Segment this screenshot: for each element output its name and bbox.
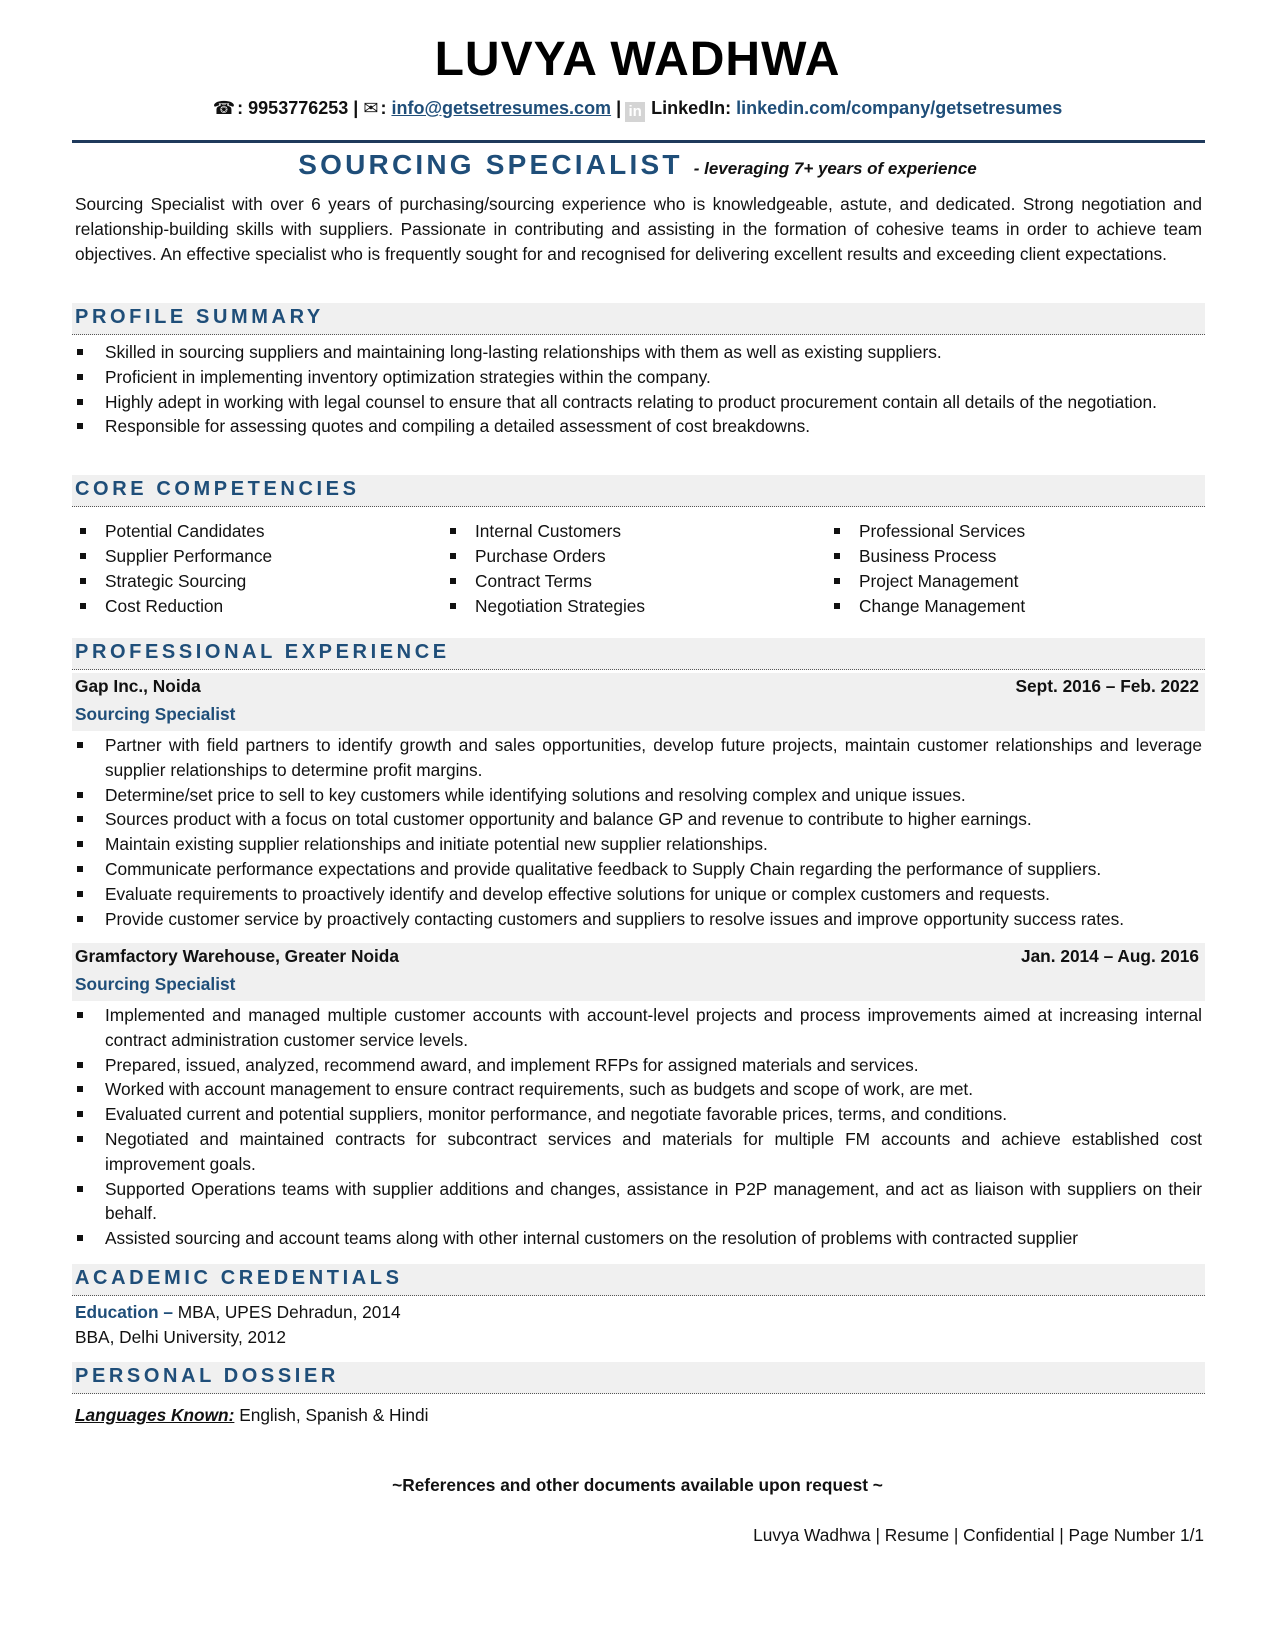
languages-line <box>75 1405 428 1426</box>
list-item: Internal Customers <box>445 519 645 544</box>
phone-number: 9953776253 <box>248 98 349 118</box>
job-dates: Jan. 2014 – Aug. 2016 <box>1020 946 1199 966</box>
linkedin-icon: in <box>625 102 645 122</box>
list-item: Evaluate requirements to proactively identify and develop effective solutions for unique or complex customers and requests. <box>75 882 1202 907</box>
linkedin-link[interactable]: linkedin.com/company/getsetresumes <box>736 98 1063 118</box>
list-item: Business Process <box>829 544 1025 569</box>
separator: | <box>616 98 622 118</box>
list-item: Purchase Orders <box>445 544 645 569</box>
linkedin-label: LinkedIn: <box>651 98 732 118</box>
list-item: Communicate performance expectations and provide qualitative feedback to Supply Chain regarding the performance of suppliers. <box>75 857 1202 882</box>
languages-label: Languages Known: <box>75 1405 235 1425</box>
intro-paragraph: Sourcing Specialist with over 6 years of purchasing/sourcing experience who is knowledgeable, astute, and dedicated. Strong negotiation and relationship-building skills with suppliers. Passionate in contributing and assisting in the formation of cohesive teams in order to achieve team objectives. An effective specialist who is frequently sought for and recognised for delivering excellent results and exceeding client expectations. <box>75 194 1202 264</box>
job-company: Gap Inc., Noida <box>75 676 201 696</box>
list-item: Evaluated current and potential suppliers, monitor performance, and negotiate favorable prices, terms, and conditions. <box>75 1102 1202 1127</box>
list-item: Potential Candidates <box>75 519 272 544</box>
section-heading: PROFESSIONAL EXPERIENCE <box>75 641 450 663</box>
section-academic-credentials <box>72 1264 1205 1296</box>
list-item: Supplier Performance <box>75 544 272 569</box>
list-item: Partner with field partners to identify growth and sales opportunities, develop future projects, maintain customer relationships and leverage supplier relationships to determine profit margins. <box>75 733 1202 783</box>
list-item: Maintain existing supplier relationships and initiate potential new supplier relationships. <box>75 832 1202 857</box>
references-note: ~References and other documents available upon request ~ <box>392 1475 883 1495</box>
section-profile-summary <box>72 303 1205 335</box>
section-personal-dossier <box>72 1362 1205 1394</box>
list-item: Contract Terms <box>445 569 645 594</box>
competencies-column-3 <box>829 519 1025 619</box>
education-line-2: BBA, Delhi University, 2012 <box>75 1327 286 1347</box>
section-heading: CORE COMPETENCIES <box>75 478 360 500</box>
separator: | <box>353 98 359 118</box>
list-item: Project Management <box>829 569 1025 594</box>
job-responsibilities <box>75 733 1202 931</box>
list-item: Provide customer service by proactively contacting customers and suppliers to resolve issues and improve opportunity success rates. <box>75 907 1202 932</box>
education-line-1 <box>75 1300 401 1325</box>
list-item: Negotiation Strategies <box>445 594 645 619</box>
section-heading: PERSONAL DOSSIER <box>75 1365 339 1387</box>
languages-value: English, Spanish & Hindi <box>239 1405 429 1425</box>
list-item: Assisted sourcing and account teams along with other internal customers on the resolution of problems with contracted supplier <box>75 1226 1202 1251</box>
job-company: Gramfactory Warehouse, Greater Noida <box>75 946 399 966</box>
phone-icon: ☎ <box>212 98 236 118</box>
section-core-competencies <box>72 475 1205 507</box>
competencies-column-1 <box>75 519 272 619</box>
list-item: Cost Reduction <box>75 594 272 619</box>
list-item: Determine/set price to sell to key customers while identifying solutions and resolving complex and unique issues. <box>75 783 1202 808</box>
section-heading: ACADEMIC CREDENTIALS <box>75 1267 403 1289</box>
job-header <box>72 673 1205 731</box>
list-item: Highly adept in working with legal counsel to ensure that all contracts relating to product procurement contain all details of the negotiation. <box>75 390 1202 415</box>
list-item: Negotiated and maintained contracts for subcontract services and materials for multiple FM accounts and achieve established cost improvement goals. <box>75 1127 1202 1177</box>
education-label: Education – <box>75 1302 173 1322</box>
candidate-name: LUVYA WADHWA <box>434 33 841 86</box>
contact-line <box>0 98 1275 122</box>
list-item: Worked with account management to ensure contract requirements, such as budgets and scope of work, are met. <box>75 1077 1202 1102</box>
list-item: Professional Services <box>829 519 1025 544</box>
page-footer: Luvya Wadhwa | Resume | Confidential | Page Number 1/1 <box>753 1525 1204 1545</box>
list-item: Change Management <box>829 594 1025 619</box>
list-item: Implemented and managed multiple customer accounts with account-level projects and process improvements aimed at increasing internal contract administration customer service levels. <box>75 1003 1202 1053</box>
role-title: SOURCING SPECIALIST <box>298 149 683 180</box>
section-heading: PROFILE SUMMARY <box>75 306 324 328</box>
section-professional-experience <box>72 638 1205 670</box>
header-divider <box>72 140 1205 143</box>
email-link[interactable]: info@getsetresumes.com <box>391 98 612 118</box>
headline <box>0 149 1275 181</box>
role-tagline: - leveraging 7+ years of experience <box>693 159 977 178</box>
list-item: Responsible for assessing quotes and compiling a detailed assessment of cost breakdowns. <box>75 414 1202 439</box>
list-item: Strategic Sourcing <box>75 569 272 594</box>
job-header <box>72 943 1205 1001</box>
job-title: Sourcing Specialist <box>75 974 236 994</box>
list-item: Skilled in sourcing suppliers and maintaining long-lasting relationships with them as well as existing suppliers. <box>75 340 1202 365</box>
profile-summary-list <box>75 340 1202 439</box>
job-dates: Sept. 2016 – Feb. 2022 <box>1015 676 1199 696</box>
education-degree: MBA, UPES Dehradun, 2014 <box>177 1302 401 1322</box>
envelope-icon: ✉ <box>363 98 379 118</box>
phone-label: : <box>237 98 244 118</box>
competencies-column-2 <box>445 519 645 619</box>
list-item: Prepared, issued, analyzed, recommend award, and implement RFPs for assigned materials and services. <box>75 1053 1202 1078</box>
list-item: Proficient in implementing inventory optimization strategies within the company. <box>75 365 1202 390</box>
email-label: : <box>380 98 387 118</box>
list-item: Sources product with a focus on total customer opportunity and balance GP and revenue to contribute to higher earnings. <box>75 807 1202 832</box>
list-item: Supported Operations teams with supplier additions and changes, assistance in P2P management, and act as liaison with suppliers on their behalf. <box>75 1177 1202 1227</box>
job-title: Sourcing Specialist <box>75 704 236 724</box>
job-responsibilities <box>75 1003 1202 1251</box>
